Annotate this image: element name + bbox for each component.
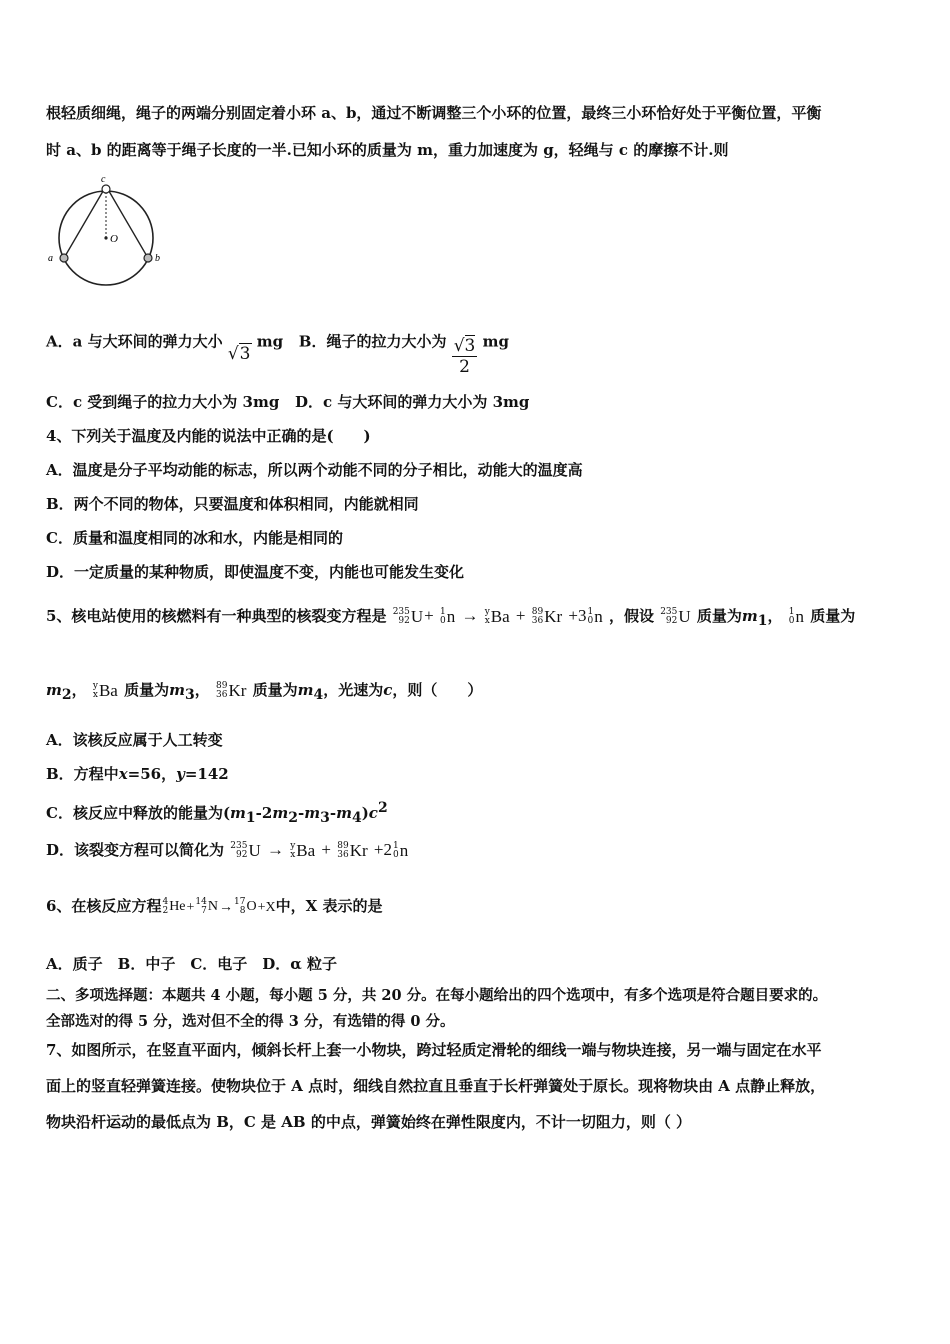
q7-line-1: 7、如图所示，在竖直平面内，倾斜长杆上套一小物块，跨过轻质定滑轮的细线一端与物块连接，另一端与固定在水平: [46, 1041, 822, 1059]
q4-option-b: B．两个不同的物体，只要温度和体积相同，内能就相同: [46, 495, 419, 513]
intro-line-2: 时 a、b 的距离等于绳子长度的一半.已知小环的质量为 m，重力加速度为 g，轻绳与 c 的摩擦不计.则: [46, 141, 729, 159]
q5-option-d: D．该裂变方程可以简化为 235 92 U → y x Ba + 89 36 Kr +2 1 0 n: [46, 840, 409, 860]
section2-line-1: 二、多项选择题：本题共 4 小题，每小题 5 分，共 20 分。在每小题给出的四个选项中，有多个选项是符合题目要求的。: [46, 987, 828, 1004]
q6-options: A．质子 B．中子 C．电子 D．α 粒子: [46, 955, 338, 973]
q7-line-2: 面上的竖直轻弹簧连接。使物块位于 A 点时，细线自然拉直且垂直于长杆弹簧处于原长。现将物块由 A 点静止释放，: [46, 1077, 826, 1095]
section2-line-2: 全部选对的得 5 分，选对但不全的得 3 分，有选错的得 0 分。: [46, 1013, 455, 1030]
ring-c: [102, 185, 110, 193]
q5-option-a: A．该核反应属于人工转变: [46, 731, 223, 749]
q4-stem: 4、下列关于温度及内能的说法中正确的是( ): [46, 427, 371, 445]
label-b: b: [155, 253, 160, 264]
ring-figure: [40, 172, 180, 292]
ring-b: [144, 254, 152, 262]
q4-option-a: A．温度是分子平均动能的标志，所以两个动能不同的分子相比，动能大的温度高: [46, 461, 583, 479]
q7-line-3: 物块沿杆运动的最低点为 B，C 是 AB 的中点，弹簧始终在弹性限度内，不计一切阻力，则（ ）: [46, 1113, 692, 1131]
q5-option-b: B．方程中x=56，y=142: [46, 765, 229, 783]
label-a: a: [48, 253, 53, 264]
q5-option-c: C．核反应中释放的能量为$(m_1-2m_2-m_3-m_4)c^2$: [46, 800, 388, 826]
q5-stem-line-1: 5、核电站使用的核燃料有一种典型的核裂变方程是 235 92 U + 1 0 n → y x Ba + 89 36 Kr +3 1 0 n ，假设 235 92 U 质量为$m_1$， 1 0 n 质量为: [46, 606, 856, 629]
center-dot: [104, 236, 107, 239]
q4-option-d: D．一定质量的某种物质，即使温度不变，内能也可能发生变化: [46, 563, 465, 581]
q3-options-cd: C．c 受到绳子的拉力大小为 3mg D．c 与大环间的弹力大小为 3mg: [46, 393, 530, 411]
label-o: O: [110, 233, 118, 245]
q6-stem: 6、在核反应方程 4 2 He + 14 7 N → 17 8 O +X中，X 表示的是: [46, 897, 383, 916]
q5-stem-line-2: $m_2$， y x Ba 质量为$m_3$， 89 36 Kr 质量为$m_4$，光速为c，则（ ）: [46, 681, 483, 703]
q4-option-c: C．质量和温度相同的冰和水，内能是相同的: [46, 529, 343, 547]
ring-a: [60, 254, 68, 262]
intro-line-1: 根轻质细绳，绳子的两端分别固定着小环 a、b，通过不断调整三个小环的位置，最终三小环恰好处于平衡位置，平衡: [46, 104, 822, 122]
q3-options-ab: A．a 与大环间的弹力大小 √3 mg B．绳子的拉力大小为 $\frac{√3}{2}$ mg: [46, 332, 509, 377]
label-c: c: [101, 174, 106, 185]
